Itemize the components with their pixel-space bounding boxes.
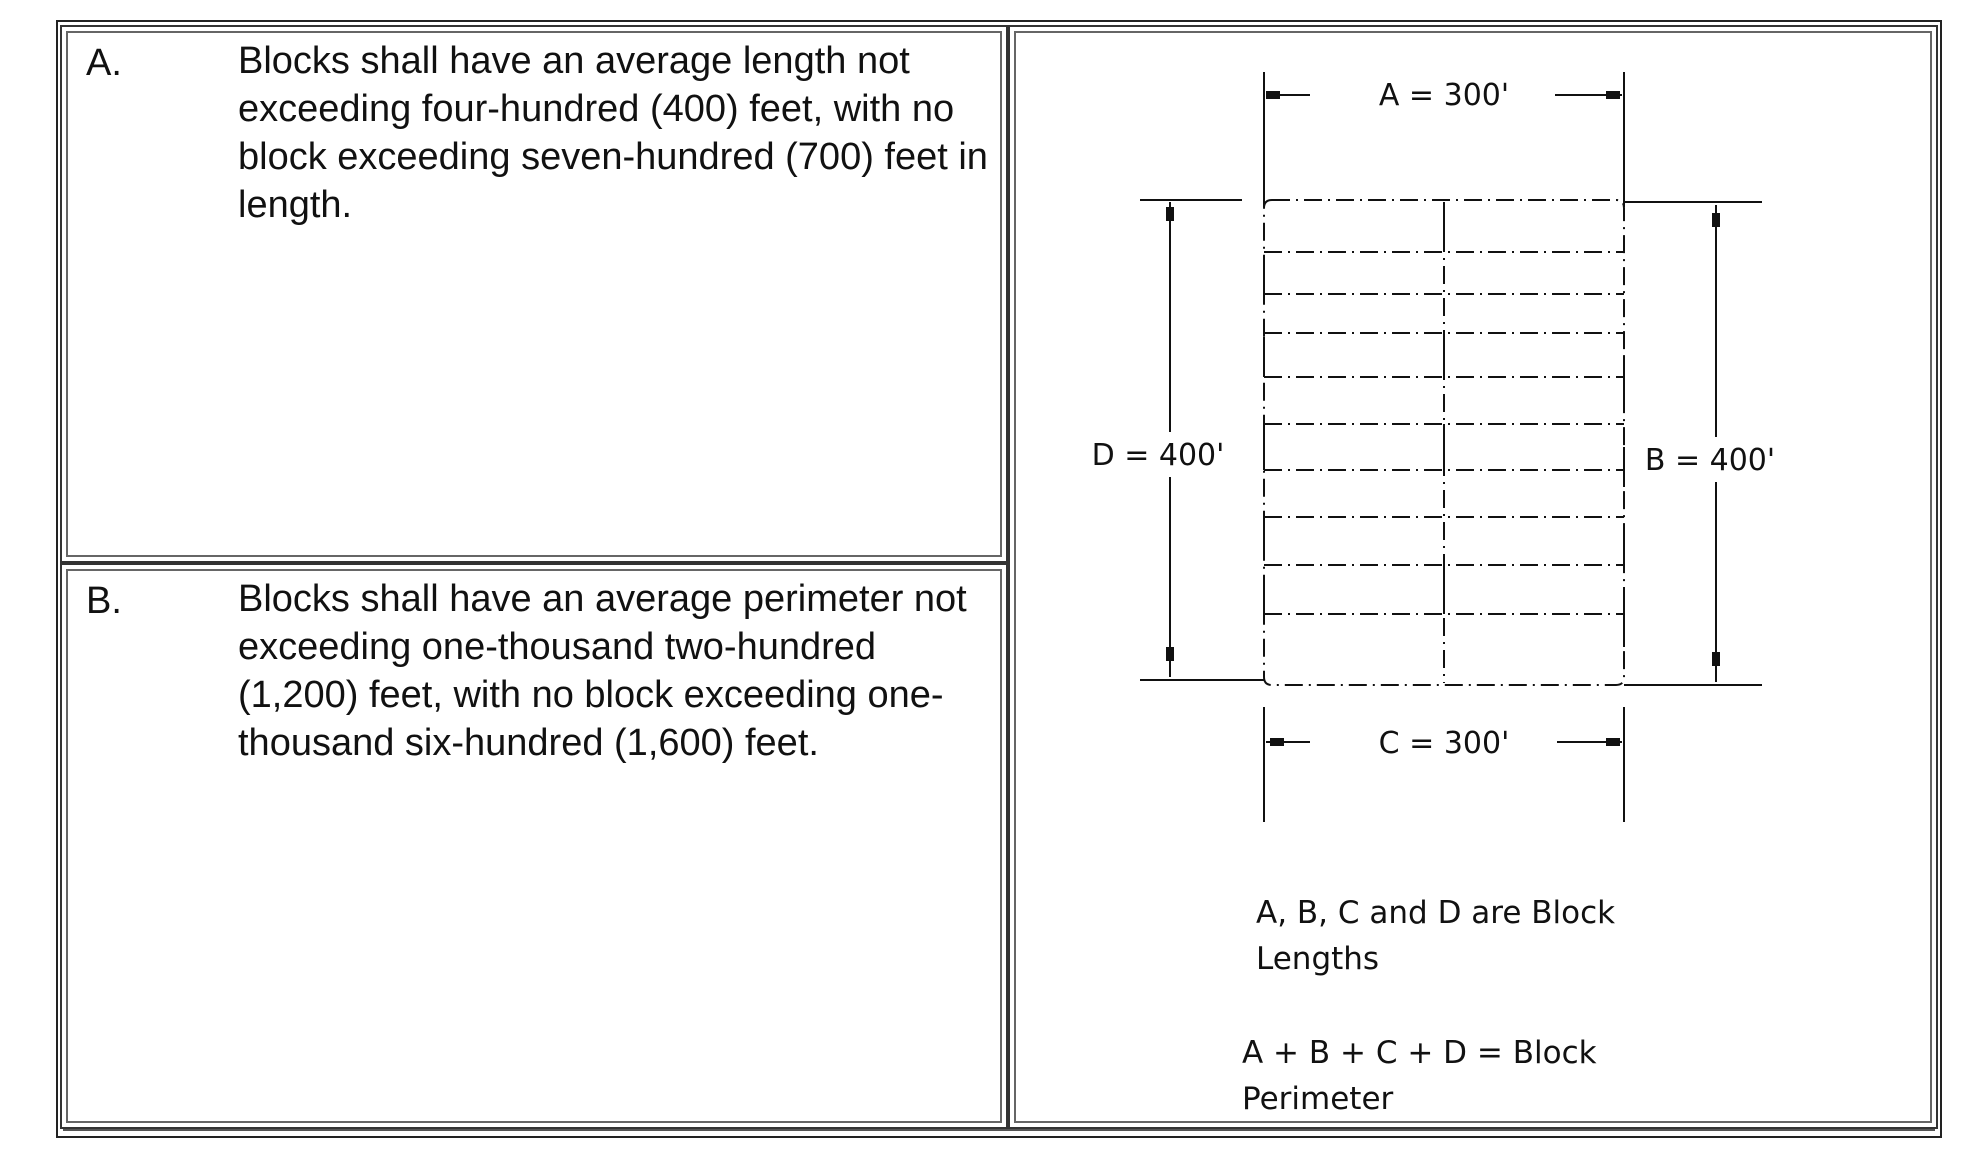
arrow-tick bbox=[1166, 647, 1174, 661]
block-diagram-cell bbox=[1008, 25, 1938, 1129]
dimension-label-c: C = 300' bbox=[1378, 726, 1510, 761]
arrow-tick bbox=[1606, 738, 1620, 746]
requirement-a-letter: A. bbox=[86, 42, 122, 84]
arrow-tick bbox=[1712, 213, 1720, 227]
requirement-b-letter: B. bbox=[86, 580, 122, 622]
arrow-tick bbox=[1712, 652, 1720, 666]
arrow-tick bbox=[1606, 91, 1620, 99]
dimension-label-d: D = 400' bbox=[1091, 438, 1225, 473]
requirement-b-cell bbox=[60, 563, 1008, 1129]
block-lengths-note: A, B, C and D are Block Lengths bbox=[1256, 895, 1616, 977]
requirement-a-text: Blocks shall have an average length not exceeding four-hundred (400) feet, with no block exceeding seven-hundred (700) feet in length. bbox=[238, 40, 988, 226]
block-perimeter-note: A + B + C + D = Block Perimeter bbox=[1242, 1035, 1597, 1117]
dimension-label-a: A = 300' bbox=[1378, 78, 1510, 113]
requirement-a-cell bbox=[60, 25, 1008, 563]
arrow-tick bbox=[1166, 207, 1174, 221]
dimension-label-b: B = 400' bbox=[1644, 443, 1776, 478]
arrow-tick bbox=[1266, 91, 1280, 99]
arrow-tick bbox=[1270, 738, 1284, 746]
requirement-b-text: Blocks shall have an average perimeter not exceeding one-thousand two-hundred (1,200) feet, with no block exceeding one-thousand six-hundred (1,600) feet. bbox=[238, 578, 967, 764]
